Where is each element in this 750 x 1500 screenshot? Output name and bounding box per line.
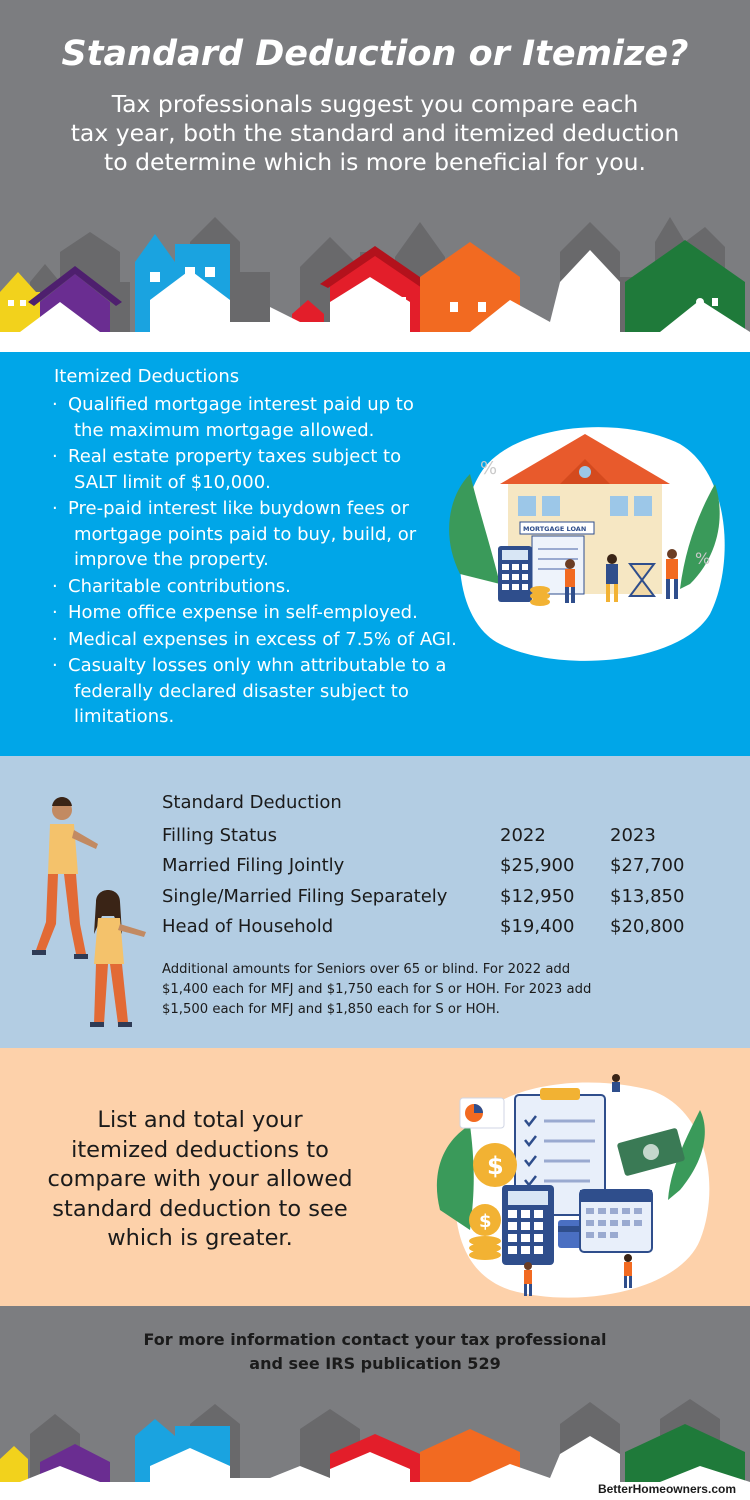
list-item: · Charitable contributions. <box>52 574 472 600</box>
footer-text: For more information contact your tax professional and see IRS publication 529 <box>143 1330 607 1373</box>
table-cell: $19,400 <box>500 916 575 938</box>
table-cell: Filling Status <box>162 824 277 846</box>
table-cell: $13,850 <box>610 885 685 907</box>
bullet-icon: · <box>52 628 58 650</box>
table-cell: Head of Household <box>162 916 334 938</box>
page-title: Standard Deduction or Itemize? <box>61 34 689 74</box>
bullet-icon: · <box>52 446 58 467</box>
subtitle-line: Tax professionals suggest you compare each <box>111 90 639 118</box>
standard-deduction-table <box>162 820 702 942</box>
list-item: · Home office expense in self-employed. <box>52 600 472 626</box>
man-walking-icon <box>32 797 98 959</box>
houses-skyline-illustration <box>0 182 750 352</box>
header-subtitle <box>40 90 710 177</box>
compare-text: List and total your itemized deductions to compare with your allowed standard deduction to see which is greater. <box>47 1107 353 1251</box>
table-cell: 2022 <box>500 824 546 846</box>
table-cell: $25,900 <box>500 855 575 877</box>
document-icon <box>532 536 584 594</box>
svg-text:$: $ <box>479 1211 492 1232</box>
subtitle-line: to determine which is more beneficial for you. <box>104 148 646 176</box>
subtitle-line: tax year, both the standard and itemized deduction <box>70 119 680 147</box>
bullet-icon: · <box>52 498 58 519</box>
list-item: · Casualty losses only whn attributable to a federally declared disaster subject to limitations. <box>52 655 447 727</box>
bullet-icon: · <box>52 394 58 415</box>
list-item: · Medical expenses in excess of 7.5% of AGI. <box>52 627 472 653</box>
mortgage-house-illustration <box>440 414 730 666</box>
mortgage-loan-sign: MORTGAGE LOAN <box>523 525 587 533</box>
itemized-deductions-section <box>0 352 750 756</box>
table-row <box>162 851 702 882</box>
person-icon <box>612 1074 620 1092</box>
table-header-row <box>162 820 702 851</box>
table-cell: $27,700 <box>610 855 685 877</box>
list-item: · Real estate property taxes subject to SALT limit of $10,000. <box>52 446 402 493</box>
svg-text:%: % <box>480 458 498 479</box>
compare-section <box>0 1048 750 1306</box>
table-row <box>162 912 702 943</box>
coins-icon <box>530 586 550 606</box>
bullet-icon: · <box>52 602 58 623</box>
list-item: · Pre-paid interest like buydown fees or mortgage points paid to buy, build, or improve the property. <box>52 498 417 570</box>
standard-heading: Standard Deduction <box>162 792 342 813</box>
footer-banner <box>0 1306 750 1500</box>
finance-illustration <box>430 1070 720 1302</box>
bullet-icon: · <box>52 575 58 597</box>
table-cell: $12,950 <box>500 885 575 907</box>
table-cell: Single/Married Filing Separately <box>162 885 448 907</box>
svg-text:$: $ <box>487 1152 504 1180</box>
svg-text:%: % <box>695 549 711 568</box>
list-item: · Qualified mortgage interest paid up to the maximum mortgage allowed. <box>52 394 414 441</box>
itemized-list <box>52 392 472 731</box>
coins-icon <box>469 1236 501 1260</box>
table-cell: 2023 <box>610 824 656 846</box>
leaf-icon <box>437 1125 474 1230</box>
bullet-icon: · <box>52 655 58 676</box>
standard-deduction-section <box>0 756 750 1048</box>
table-cell: $20,800 <box>610 916 685 938</box>
woman-walking-icon <box>90 890 146 1027</box>
header-banner <box>0 0 750 352</box>
table-cell: Married Filing Jointly <box>162 855 345 877</box>
seniors-note: Additional amounts for Seniors over 65 or blind. For 2022 add $1,400 each for MFJ and $1,750 each for S or HOH. For 2023 add $1,500 each for MFJ and $1,850 each for S or HOH. <box>162 962 592 1017</box>
itemized-heading: Itemized Deductions <box>54 366 240 387</box>
table-row <box>162 881 702 912</box>
brand-link[interactable]: BetterHomeowners.com <box>597 1482 736 1496</box>
walking-people-illustration <box>28 794 158 1034</box>
